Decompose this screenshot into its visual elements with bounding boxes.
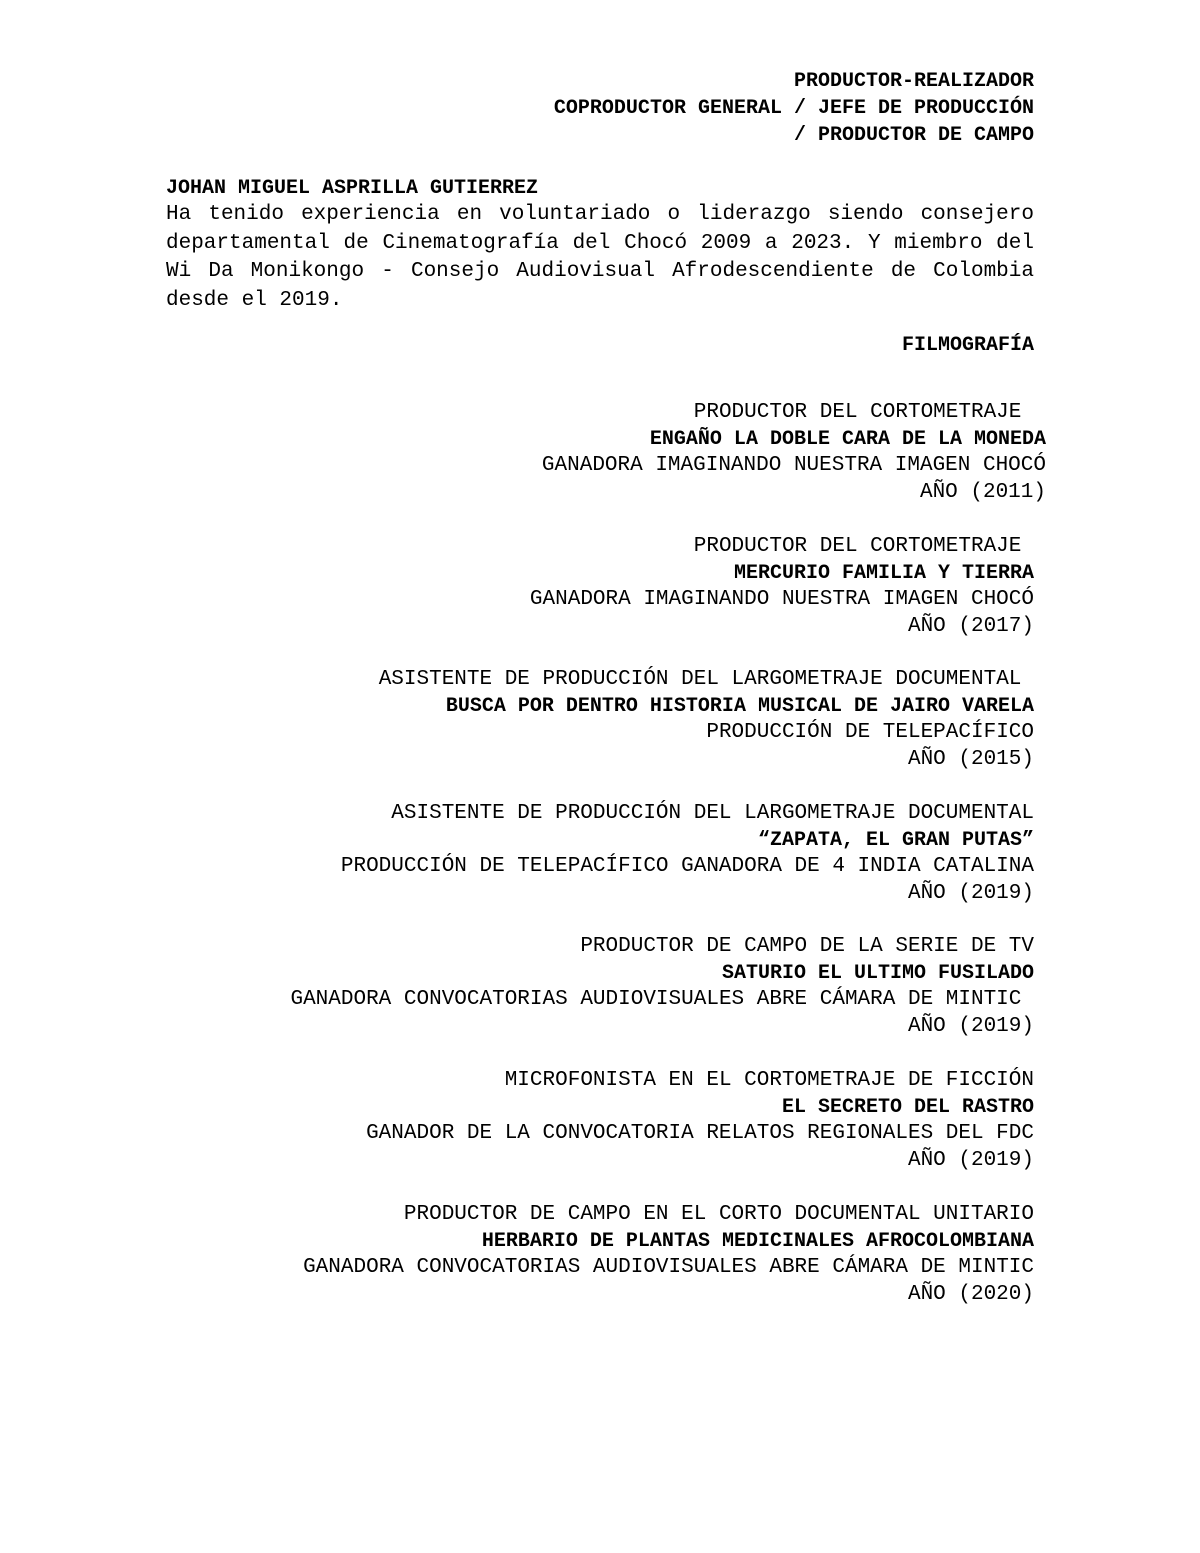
entry-title: HERBARIO DE PLANTAS MEDICINALES AFROCOLOMBIANA [481,1229,1034,1253]
filmography-entry [541,400,1046,507]
entry-note: PRODUCCIÓN DE TELEPACÍFICO GANADORA DE 4 INDIA CATALINA [340,855,1034,879]
entry-year: AÑO (2017) [907,615,1034,639]
filmography-entry [290,934,1034,1041]
entry-role: PRODUCTOR DE CAMPO EN EL CORTO DOCUMENTAL UNITARIO [403,1203,1034,1226]
entry-year: AÑO (2019) [907,1015,1034,1039]
entry-role: ASISTENTE DE PRODUCCIÓN DEL LARGOMETRAJE DOCUMENTAL [378,668,1034,691]
header-roles [166,68,1034,149]
entry-title: SATURIO EL ULTIMO FUSILADO [721,961,1034,985]
entry-title: EL SECRETO DEL RASTRO [781,1095,1034,1119]
person-bio: Ha tenido experiencia en voluntariado o liderazgo siendo consejero departamental de Cinematografía del Chocó 2009 a 2023. Y miembro del Wi Da Monikongo - Consejo Audiovisual Afrodescendiente de Colombia desde el 2019. [166,203,1034,312]
filmography-entry [530,534,1034,641]
entry-role: PRODUCTOR DE CAMPO DE LA SERIE DE TV [580,935,1034,958]
entry-note: GANADORA CONVOCATORIAS AUDIOVISUALES ABRE CÁMARA DE MINTIC [303,1256,1034,1280]
entry-role: ASISTENTE DE PRODUCCIÓN DEL LARGOMETRAJE DOCUMENTAL [391,802,1034,825]
entry-note: GANADORA IMAGINANDO NUESTRA IMAGEN CHOCÓ [541,454,1046,478]
header-line: / PRODUCTOR DE CAMPO [793,124,1034,147]
entry-year: AÑO (2020) [907,1283,1034,1307]
header-line: COPRODUCTOR GENERAL / JEFE DE PRODUCCIÓN [553,97,1034,120]
filmography-entry [366,1068,1034,1175]
entry-year: AÑO (2019) [907,1149,1034,1173]
header-line: PRODUCTOR-REALIZADOR [793,70,1034,93]
entry-year: AÑO (2015) [907,748,1034,772]
entry-role: PRODUCTOR DEL CORTOMETRAJE [693,401,1034,424]
entry-title: ENGAÑO LA DOBLE CARA DE LA MONEDA [649,427,1046,451]
entry-note: GANADORA IMAGINANDO NUESTRA IMAGEN CHOCÓ [529,588,1034,612]
entry-note: GANADORA CONVOCATORIAS AUDIOVISUALES ABRE CÁMARA DE MINTIC [290,988,1034,1012]
entry-note: PRODUCCIÓN DE TELEPACÍFICO [706,721,1034,745]
person-name: JOHAN MIGUEL ASPRILLA GUTIERREZ [166,177,539,200]
entry-title: “ZAPATA, EL GRAN PUTAS” [757,828,1034,852]
filmography-entry [341,801,1034,908]
entry-year: AÑO (2011) [919,481,1046,505]
entry-title: BUSCA POR DENTRO HISTORIA MUSICAL DE JAIRO VARELA [445,694,1034,718]
entry-role: MICROFONISTA EN EL CORTOMETRAJE DE FICCIÓN [504,1069,1034,1092]
filmography-entry [303,1202,1034,1309]
filmography-entry [379,667,1034,774]
entry-role: PRODUCTOR DEL CORTOMETRAJE [693,535,1034,558]
entry-title: MERCURIO FAMILIA Y TIERRA [733,561,1034,585]
entry-note: GANADOR DE LA CONVOCATORIA RELATOS REGIONALES DEL FDC [366,1122,1034,1146]
filmography-heading: FILMOGRAFÍA [901,334,1034,357]
entry-year: AÑO (2019) [907,882,1034,906]
